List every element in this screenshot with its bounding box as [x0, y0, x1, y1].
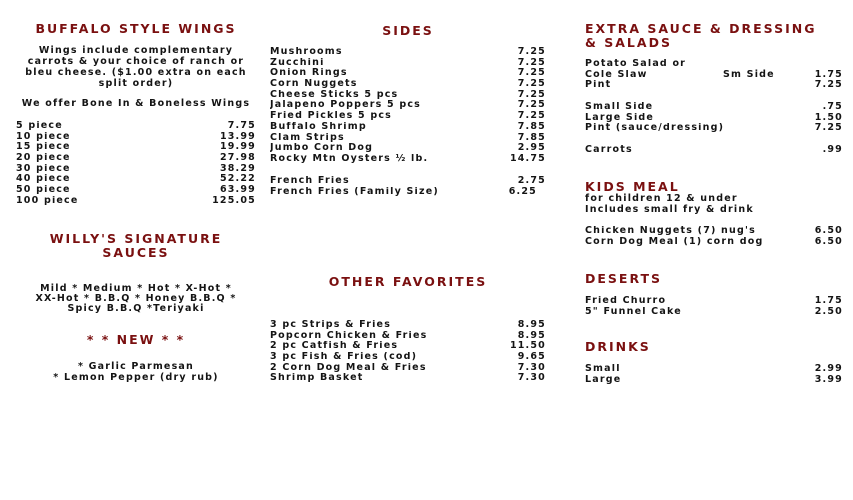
- wings-desc-line: carrots & your choice of ranch or: [27, 56, 245, 67]
- list-item: [585, 80, 843, 91]
- list-item: [585, 364, 843, 375]
- item-price: 38.29: [219, 162, 256, 174]
- wings-desc-line: bleu cheese. ($1.00 extra on each: [25, 67, 247, 78]
- item-price: 11.50: [509, 340, 546, 352]
- item-name: Chicken Nuggets (7) nug's: [585, 226, 756, 236]
- list-item: [270, 122, 546, 133]
- item-name: Large: [585, 374, 622, 385]
- item-price: 6.50: [814, 235, 843, 247]
- sides-title: SIDES: [382, 23, 434, 38]
- list-item: [585, 296, 843, 307]
- item-name: French Fries (Family Size): [270, 186, 439, 197]
- list-item: [585, 375, 843, 386]
- item-name: 2 pc Catfish & Fries: [270, 341, 399, 352]
- item-price: 2.50: [814, 305, 843, 317]
- item-price: 19.99: [219, 141, 256, 153]
- item-price: 14.75: [509, 152, 546, 164]
- item-name: Zucchini: [270, 57, 325, 68]
- list-item: [270, 176, 546, 187]
- deserts-title: DESERTS: [585, 271, 663, 286]
- item-name: Small Side: [585, 102, 654, 112]
- item-name: 30 piece: [16, 163, 71, 174]
- wings-desc-line: split order): [98, 78, 174, 89]
- item-name: 50 piece: [16, 185, 71, 196]
- item-name: Fried Churro: [585, 296, 667, 306]
- item-name: Buffalo Shrimp: [270, 121, 367, 132]
- sauce-side-price-list: [585, 102, 843, 134]
- item-name: Large Side: [585, 112, 655, 123]
- list-item: [270, 373, 546, 384]
- item-price: 2.75: [517, 175, 546, 186]
- new-item: * Lemon Pepper (dry rub): [53, 372, 219, 383]
- sauce-list-line: Mild * Medium * Hot * X-Hot *: [40, 283, 232, 294]
- carrots-row: [585, 145, 843, 156]
- item-name: 20 piece: [16, 153, 71, 164]
- item-price: 8.95: [517, 329, 546, 341]
- list-item: [270, 154, 546, 165]
- list-item: [585, 59, 843, 70]
- item-name: Rocky Mtn Oysters ½ lb.: [270, 153, 429, 164]
- item-price: 27.98: [219, 152, 256, 164]
- sauce-list-line: XX-Hot * B.B.Q * Honey B.B.Q *: [35, 293, 237, 304]
- item-name: French Fries: [270, 176, 350, 186]
- item-price: 7.25: [517, 110, 546, 122]
- item-price: 125.05: [212, 194, 256, 206]
- favorites-price-list: [270, 320, 546, 384]
- favorites-title: OTHER FAVORITES: [328, 274, 488, 289]
- item-name: Jalapeno Poppers 5 pcs: [270, 100, 422, 111]
- item-price: .99: [822, 144, 843, 155]
- item-name: Onion Rings: [270, 68, 348, 79]
- item-price: 7.75: [227, 120, 256, 131]
- list-item: [585, 102, 843, 113]
- item-price: 9.65: [517, 351, 546, 363]
- item-price: 2.95: [517, 142, 546, 154]
- item-name: 3 pc Fish & Fries (cod): [270, 352, 418, 363]
- item-name: Corn Nuggets: [270, 79, 358, 90]
- item-name: 3 pc Strips & Fries: [270, 320, 392, 330]
- sauce-list-line: Spicy B.B.Q *Teriyaki: [67, 303, 205, 314]
- sauces-title: WILLY'S SIGNATURE: [49, 231, 223, 246]
- list-item: [585, 226, 843, 237]
- list-item: [270, 90, 546, 101]
- item-price: 7.85: [517, 131, 546, 143]
- item-price: 2.99: [814, 363, 843, 374]
- item-name: Fried Pickles 5 pcs: [270, 111, 393, 122]
- item-name: Jumbo Corn Dog: [270, 143, 374, 154]
- list-item: [270, 320, 546, 331]
- wings-desc-line: Wings include complementary: [38, 45, 234, 56]
- list-item: [270, 79, 546, 90]
- fries-price-list: [270, 176, 546, 197]
- list-item: [585, 70, 843, 81]
- kids-desc-line: Includes small fry & drink: [585, 204, 754, 215]
- item-name: 15 piece: [16, 142, 71, 153]
- item-price: 13.99: [219, 130, 256, 142]
- drinks-price-list: [585, 364, 843, 385]
- extra-title: & SALADS: [585, 35, 672, 50]
- item-price: 7.25: [814, 79, 843, 91]
- item-price: 52.22: [219, 173, 256, 185]
- list-item: [270, 331, 546, 342]
- list-item: [585, 123, 843, 134]
- item-name: 100 piece: [16, 195, 79, 206]
- list-item: [270, 100, 546, 111]
- new-item: * Garlic Parmesan: [78, 361, 194, 372]
- list-item: [270, 187, 546, 198]
- item-price: 7.25: [517, 67, 546, 79]
- item-name: 5" Funnel Cake: [585, 306, 682, 317]
- kids-price-list: [585, 226, 843, 247]
- list-item: [270, 352, 546, 363]
- new-title: * * NEW * *: [86, 332, 186, 347]
- item-name: 10 piece: [16, 131, 71, 142]
- item-price: 6.25: [508, 185, 537, 197]
- item-price: 7.25: [517, 46, 546, 57]
- drinks-title: DRINKS: [585, 339, 651, 354]
- item-name: Pint (sauce/dressing): [585, 123, 725, 134]
- deserts-price-list: [585, 296, 843, 317]
- list-item: [270, 47, 546, 58]
- item-price: 7.25: [517, 88, 546, 100]
- kids-title: KIDS MEAL: [585, 179, 680, 194]
- salad-price-list: [585, 59, 843, 91]
- list-item: [270, 58, 546, 69]
- item-name: Clam Strips: [270, 132, 345, 143]
- item-name: Shrimp Basket: [270, 373, 364, 384]
- item-name: 5 piece: [16, 121, 63, 131]
- bone-in-note: We offer Bone In & Boneless Wings: [21, 98, 251, 109]
- item-price: 63.99: [219, 184, 256, 196]
- item-price: 7.25: [814, 122, 843, 134]
- item-price: 8.95: [517, 319, 546, 330]
- item-name: Corn Dog Meal (1) corn dog: [585, 236, 764, 247]
- sides-price-list: [270, 47, 546, 165]
- item-name: 40 piece: [16, 174, 71, 185]
- item-price: 7.30: [517, 372, 546, 384]
- list-item: [270, 68, 546, 79]
- item-price: 7.25: [517, 99, 546, 111]
- item-name: Mushrooms: [270, 47, 343, 57]
- list-item: [270, 143, 546, 154]
- list-item: [270, 133, 546, 144]
- list-item: [270, 111, 546, 122]
- item-price: 1.75: [814, 68, 843, 80]
- item-name: Small: [585, 364, 621, 374]
- item-price: 3.99: [814, 373, 843, 385]
- item-name: Cole Slaw: [585, 69, 648, 80]
- item-name: Pint: [585, 80, 612, 91]
- kids-desc-line: for children 12 & under: [585, 193, 738, 204]
- list-item: [585, 307, 843, 318]
- item-name: Popcorn Chicken & Fries: [270, 330, 428, 341]
- wings-price-list: [16, 121, 256, 207]
- item-name: Cheese Sticks 5 pcs: [270, 89, 399, 100]
- wings-title: BUFFALO STYLE WINGS: [35, 21, 237, 36]
- item-price: 1.50: [814, 111, 843, 123]
- list-item: [270, 341, 546, 352]
- item-name: Potato Salad or: [585, 59, 687, 69]
- item-price: 6.50: [814, 225, 843, 236]
- item-name: 2 Corn Dog Meal & Fries: [270, 362, 427, 373]
- item-price: 7.25: [517, 78, 546, 90]
- item-price: 1.75: [814, 295, 843, 306]
- extra-title: EXTRA SAUCE & DRESSING: [585, 21, 817, 36]
- list-item: [585, 113, 843, 124]
- list-item: [270, 363, 546, 374]
- item-price: 7.30: [517, 361, 546, 373]
- list-item: [585, 237, 843, 248]
- item-name: Carrots: [585, 145, 633, 155]
- item-price: 7.25: [517, 56, 546, 68]
- sauces-title: SAUCES: [102, 245, 170, 260]
- item-price: .75: [822, 101, 843, 112]
- item-size: Sm Side: [723, 68, 775, 80]
- list-item: [16, 196, 256, 207]
- item-price: 7.85: [517, 120, 546, 132]
- list-item: [585, 145, 843, 156]
